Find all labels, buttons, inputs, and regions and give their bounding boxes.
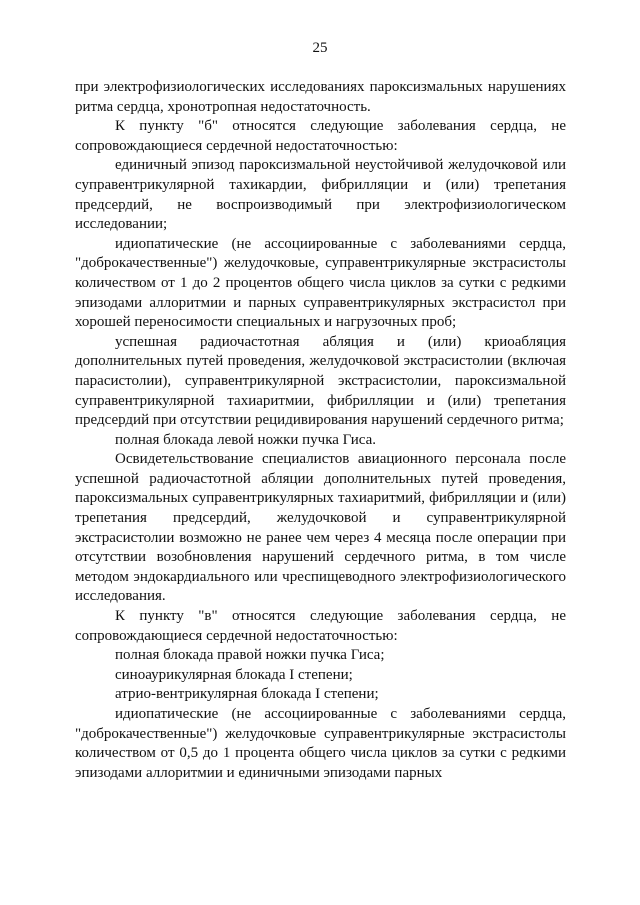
paragraph-item-b-intro: К пункту "б" относятся следующие заболевания сердца, не сопровождающиеся сердечной недостаточностью: [75, 118, 566, 154]
paragraph-item-v-intro: К пункту "в" относятся следующие заболевания сердца, не сопровождающиеся сердечной недостаточностью: [75, 608, 566, 644]
paragraph-idiopathic-extrasystoles-b: идиопатические (не ассоциированные с заболеваниями сердца, "доброкачественные") желудочковые, суправентрикулярные экстрасистолы количеством от 1 до 2 процентов общего числа циклов за сутки с редкими эпизодами аллоритмии и парных суправентрикулярных экстрасистол при хорошей переносимости специальных и нагрузочных проб; [75, 235, 566, 331]
paragraph-av-block: атрио-вентрикулярная блокада I степени; [115, 686, 379, 703]
paragraph-successful-ablation: успешная радиочастотная абляция и (или) криоабляция дополнительных путей проведения, желудочковой экстрасистолии (включая парасистолии), суправентрикулярной экстрасистолии, пароксизмальной суправентрикулярной тахиаритмии, фибрилляции и (или) трепетания предсердий при отсутствии рецидивирования нарушений сердечного ритма; [75, 333, 566, 429]
paragraph-idiopathic-extrasystoles-v: идиопатические (не ассоциированные с заболеваниями сердца, "доброкачественные") желудочковые суправентрикулярные экстрасистолы количеством от 0,5 до 1 процента общего числа циклов за сутки с редкими эпизодами аллоритмии и единичными эпизодами парных [75, 706, 566, 781]
document-body [75, 78, 566, 783]
paragraph-sinoauricular-block: синоаурикулярная блокада I степени; [115, 666, 353, 683]
paragraph-examination-after-ablation: Освидетельствование специалистов авиационного персонала после успешной радиочастотной абляции дополнительных путей проведения, пароксизмальных суправентрикулярных тахиаритмий, фибрилляции и (или) трепетания предсердий, желудочковой и суправентрикулярной экстрасистолии возможно не ранее чем через 4 месяца после операции при отсутствии возобновления нарушений сердечного ритма, в том числе методом эндокардиального или чреспищеводного электрофизиологического исследования. [75, 451, 566, 605]
paragraph-single-episode: единичный эпизод пароксизмальной неустойчивой желудочковой или суправентрикулярной тахикардии, фибрилляции и (или) трепетания предсердий, не воспроизводимый при электрофизиологическом исследовании; [75, 157, 566, 233]
paragraph-left-bundle-block: полная блокада левой ножки пучка Гиса. [115, 431, 377, 448]
paragraph-right-bundle-block: полная блокада правой ножки пучка Гиса; [115, 647, 385, 664]
page-number: 25 [312, 40, 328, 56]
paragraph-continuation: при электрофизиологических исследованиях пароксизмальных нарушениях ритма сердца, хронотропная недостаточность. [75, 79, 566, 115]
